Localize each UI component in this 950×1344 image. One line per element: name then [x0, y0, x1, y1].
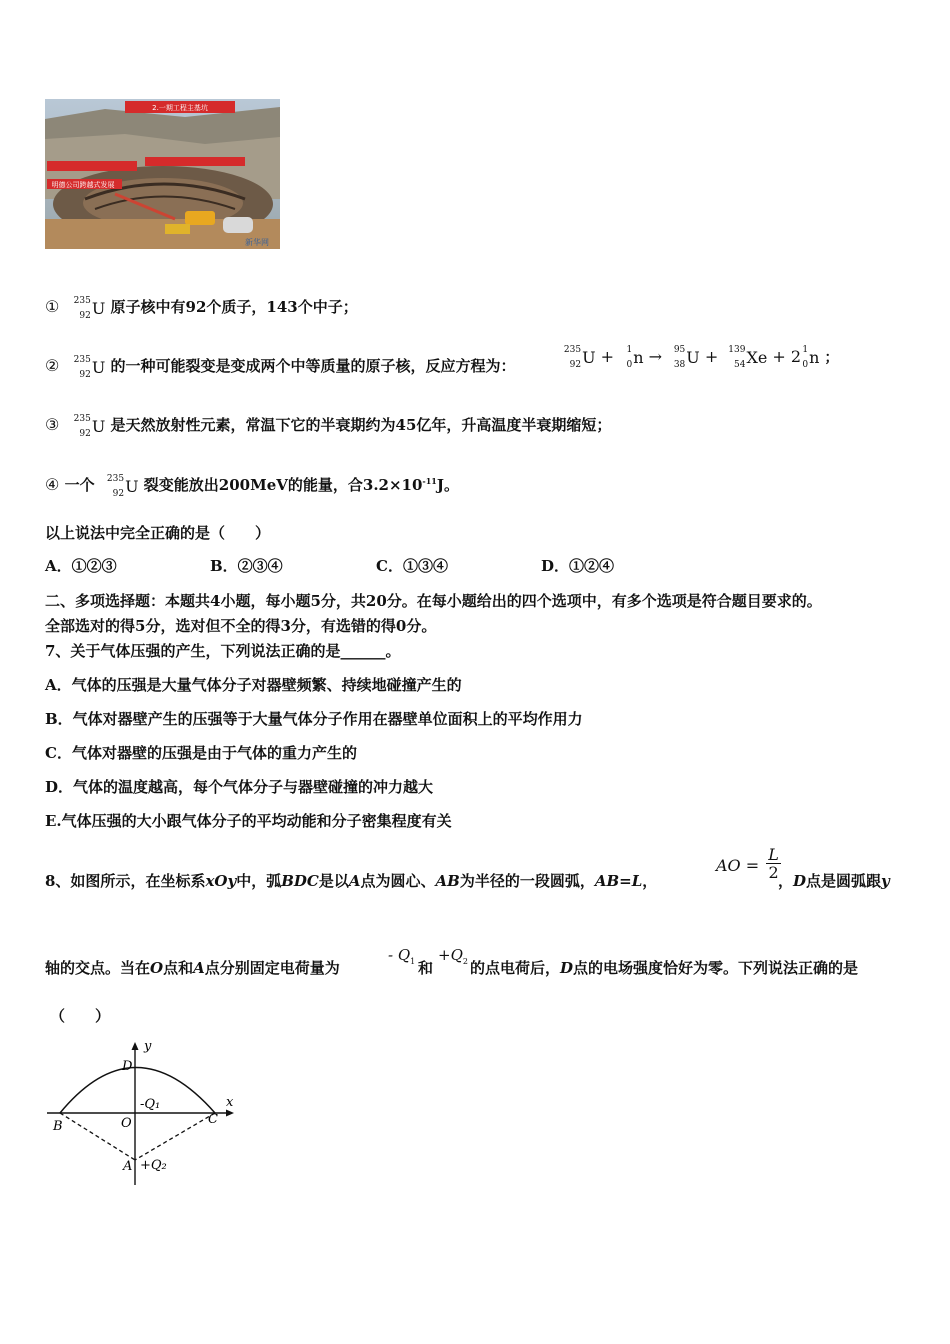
eq-neutron-2: 1 0 n	[802, 345, 820, 370]
charge-q1: - $Q_1$	[388, 946, 416, 966]
q8-and: 和	[418, 959, 434, 977]
uranium-235-nuclide: 235 92 U	[73, 354, 106, 380]
statement-4-number: ④	[45, 475, 60, 494]
statement-4-exponent: -11	[422, 476, 437, 486]
label-c: C	[208, 1112, 218, 1127]
label-b: B	[53, 1119, 63, 1134]
section2-instructions-line1: 二、多项选择题：本题共4小题，每小题5分，共20分。在每小题给出的四个选项中，有多个选项是符合题目要求的。	[45, 592, 822, 610]
fraction-denominator: 2	[768, 863, 779, 882]
q7-option-d[interactable]: D．气体的温度越高，每个气体分子与器壁碰撞的冲力越大	[45, 778, 434, 796]
q7-option-e[interactable]: E.气体压强的大小跟气体分子的平均动能和分子密集程度有关	[45, 812, 452, 830]
eq-neutron: 1 0 n	[626, 345, 644, 370]
statement-2	[45, 354, 516, 380]
x-axis-arrow	[226, 1110, 234, 1117]
fraction-numerator: L	[768, 845, 779, 864]
segment-ab: AB	[435, 872, 460, 890]
statement-2-text: 的一种可能裂变是变成两个中等质量的原子核，反应方程为：	[110, 357, 516, 375]
charge-q2: $+Q_2$	[438, 946, 468, 966]
arc-diagram-drawing	[45, 1040, 245, 1190]
statement-1	[45, 295, 358, 321]
label-x: x	[226, 1095, 234, 1110]
q6-option-a[interactable]: A．①②③	[45, 557, 117, 575]
label-a: A	[123, 1159, 133, 1174]
statement-4-prefix: 一个	[64, 476, 95, 494]
q8-answer-paren: （ ）	[50, 1007, 111, 1025]
eq-arrow: →	[648, 347, 663, 366]
q8-stem-line2: 轴的交点。当在O点和A点分别固定电荷量为	[45, 959, 340, 977]
eq-uranium-95: 95 38 U	[673, 345, 700, 370]
arc-bdc: BDC	[281, 872, 319, 890]
eq-plus-3: +	[772, 347, 786, 366]
statement-1-number: ①	[45, 297, 60, 316]
q8-stem-line2-end: 的点电荷后，D点的电场强度恰好为零。下列说法正确的是	[470, 959, 859, 977]
construction-photo-drawing	[45, 99, 280, 249]
statement-2-number: ②	[45, 356, 60, 375]
arc-diagram	[45, 1040, 245, 1190]
construction-photo	[45, 99, 280, 249]
coord-system: xOy	[205, 872, 237, 890]
uranium-235-nuclide: 235 92 U	[73, 295, 106, 321]
statement-1-text: 原子核中有92个质子，143个中子；	[110, 298, 358, 316]
q7-option-c[interactable]: C．气体对器壁的压强是由于气体的重力产生的	[45, 744, 357, 762]
statement-3	[45, 413, 612, 439]
eq-uranium-235: 235 92 U	[563, 345, 596, 370]
label-y: y	[144, 1040, 152, 1054]
label-d: D	[122, 1059, 133, 1074]
dashed-ac	[135, 1113, 215, 1160]
q6-stem: 以上说法中完全正确的是（ ）	[45, 524, 271, 542]
eq-coefficient: 2	[790, 347, 802, 366]
point-a: A	[348, 872, 361, 890]
q8-stem-line1: 8、如图所示，在坐标系xOy中，弧BDC是以A点为圆心、AB为半径的一段圆弧，AB=L，	[45, 872, 658, 890]
section2-instructions-line2: 全部选对的得5分，选对但不全的得3分，有选错的得0分。	[45, 617, 437, 635]
banner-top-text: 2.一期工程主基坑	[152, 104, 208, 112]
eq-plus-2: +	[704, 347, 719, 366]
arc-bdc	[60, 1068, 215, 1114]
q7-stem: 7、关于气体压强的产生，下列说法正确的是______。	[45, 642, 401, 660]
label-o: O	[121, 1116, 132, 1131]
eq-end: ；	[824, 350, 839, 366]
statement-3-number: ③	[45, 415, 60, 434]
fission-equation	[560, 345, 839, 370]
q6-option-c[interactable]: C．①③④	[376, 557, 448, 575]
uranium-235-nuclide: 235 92 U	[106, 473, 139, 499]
watermark-text: 新华网	[245, 238, 269, 247]
ao-formula: AO = $\frac{L}{2}$	[716, 845, 779, 882]
statement-4-text: 裂变能放出200MeV的能量，合3.2×10	[143, 476, 423, 494]
banner-mid-text: 明德公司跨越式发展	[51, 181, 115, 189]
statement-4-tail: J。	[436, 476, 459, 494]
eq-xenon-139: 139 54 Xe	[728, 345, 768, 370]
label-q1: -Q₁	[140, 1097, 161, 1112]
q7-option-b[interactable]: B．气体对器壁产生的压强等于大量气体分子作用在器壁单位面积上的平均作用力	[45, 710, 583, 728]
statement-4	[45, 473, 459, 499]
ab-equals-l: AB=L	[594, 872, 643, 890]
label-q2: +Q₂	[140, 1158, 167, 1173]
uranium-235-nuclide: 235 92 U	[73, 413, 106, 439]
q6-option-b[interactable]: B．②③④	[210, 557, 283, 575]
q7-option-a[interactable]: A．气体的压强是大量气体分子对器壁频繁、持续地碰撞产生的	[45, 676, 462, 694]
q8-stem-line1-end: ，D点是圆弧跟y	[778, 872, 890, 890]
y-axis-arrow	[132, 1042, 139, 1050]
q6-option-d[interactable]: D．①②④	[541, 557, 615, 575]
statement-3-text: 是天然放射性元素，常温下它的半衰期约为45亿年，升高温度半衰期缩短；	[110, 416, 612, 434]
eq-plus-1: +	[600, 347, 615, 366]
